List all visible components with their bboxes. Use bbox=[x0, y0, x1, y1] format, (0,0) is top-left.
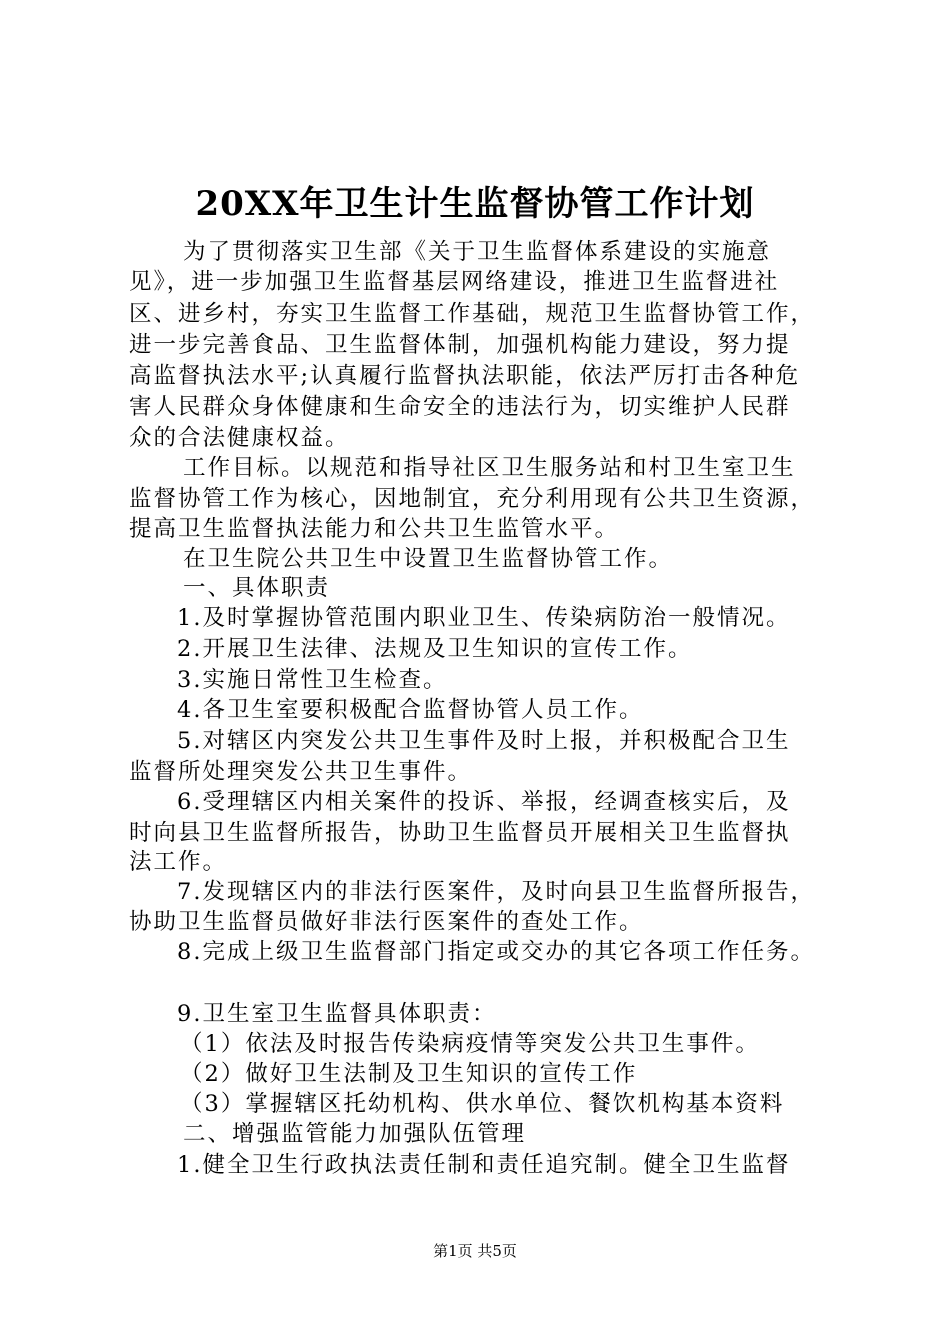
list-item: 5.对辖区内突发公共卫生事件及时上报，并积极配合卫生 bbox=[177, 728, 791, 754]
body-line: 在卫生院公共卫生中设置卫生监督协管工作。 bbox=[183, 546, 674, 572]
body-line: 工作目标。以规范和指导社区卫生服务站和村卫生室卫生 bbox=[183, 455, 796, 481]
list-item: 9.卫生室卫生监督具体职责： bbox=[177, 1001, 497, 1027]
list-item: 3.实施日常性卫生检查。 bbox=[177, 667, 448, 693]
sub-list-item: （1）依法及时报告传染病疫情等突发公共卫生事件。 bbox=[180, 1031, 760, 1057]
body-line: 监督协管工作为核心，因地制宜，充分利用现有公共卫生资源， bbox=[129, 486, 816, 512]
body-line: 提高卫生监督执法能力和公共卫生监管水平。 bbox=[129, 516, 620, 542]
sub-list-item: （2）做好卫生法制及卫生知识的宣传工作 bbox=[180, 1061, 638, 1087]
body-line: 高监督执法水平;认真履行监督执法职能，依法严厉打击各种危 bbox=[129, 363, 801, 389]
body-line: 监督所处理突发公共卫生事件。 bbox=[129, 759, 473, 785]
list-item: 4.各卫生室要积极配合监督协管人员工作。 bbox=[177, 697, 644, 723]
list-item: 8.完成上级卫生监督部门指定或交办的其它各项工作任务。 bbox=[177, 939, 815, 965]
list-item: 1.及时掌握协管范围内职业卫生、传染病防治一般情况。 bbox=[177, 605, 791, 631]
body-line: 时向县卫生监督所报告，协助卫生监督员开展相关卫生监督执 bbox=[129, 820, 791, 846]
body-line: 进一步完善食品、卫生监督体制，加强机构能力建设，努力提 bbox=[129, 332, 791, 358]
page-footer: 第1页 共5页 bbox=[433, 1242, 517, 1260]
list-item: 6.受理辖区内相关案件的投诉、举报，经调查核实后，及 bbox=[177, 789, 791, 815]
section-heading: 一、具体职责 bbox=[183, 575, 331, 601]
body-line: 见》，进一步加强卫生监督基层网络建设，推进卫生监督进社 bbox=[129, 269, 780, 295]
body-line: 法工作。 bbox=[129, 849, 228, 875]
body-line: 害人民群众身体健康和生命安全的违法行为，切实维护人民群 bbox=[129, 394, 791, 420]
body-line: 区、进乡村，夯实卫生监督工作基础，规范卫生监督协管工作， bbox=[129, 301, 816, 327]
list-item: 7.发现辖区内的非法行医案件，及时向县卫生监督所报告， bbox=[177, 879, 815, 905]
list-item: 2.开展卫生法律、法规及卫生知识的宣传工作。 bbox=[177, 636, 693, 662]
body-line: 为了贯彻落实卫生部《关于卫生监督体系建设的实施意 bbox=[183, 239, 772, 265]
body-line: 协助卫生监督员做好非法行医案件的查处工作。 bbox=[129, 909, 644, 935]
sub-list-item: （3）掌握辖区托幼机构、供水单位、餐饮机构基本资料 bbox=[180, 1091, 785, 1117]
section-heading: 二、增强监管能力加强队伍管理 bbox=[183, 1121, 527, 1147]
body-line: 众的合法健康权益。 bbox=[129, 425, 350, 451]
document-title: 20XX年卫生计生监督协管工作计划 bbox=[195, 184, 755, 224]
list-item: 1.健全卫生行政执法责任制和责任追究制。健全卫生监督 bbox=[177, 1152, 791, 1178]
